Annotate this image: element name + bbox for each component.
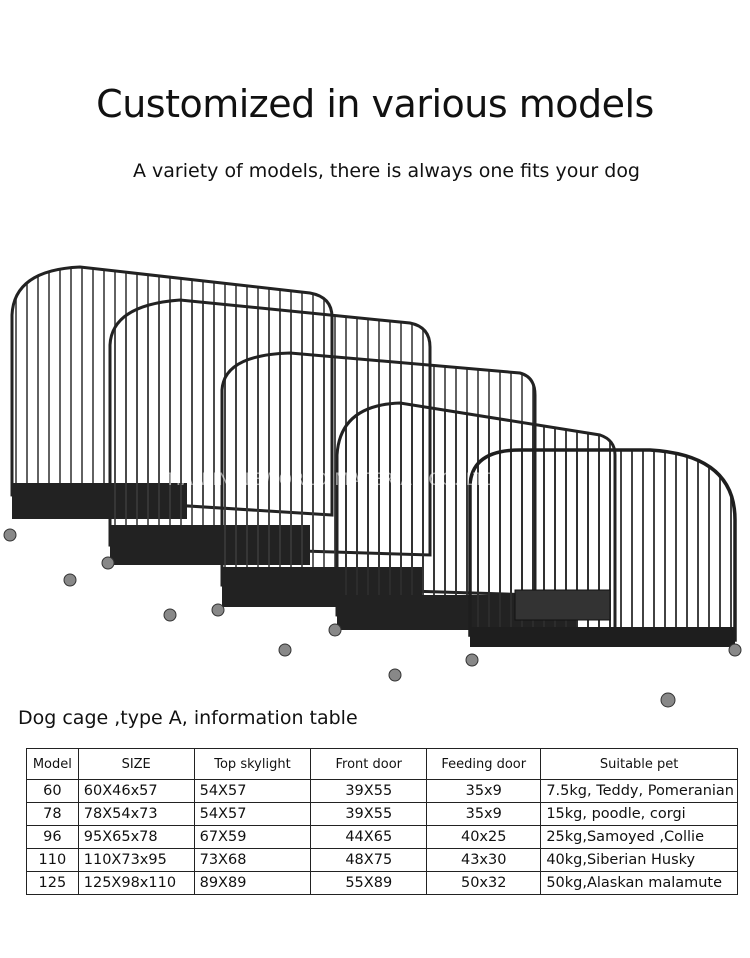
cell-front-door: 44X65 [311, 826, 427, 849]
col-header-top-skylight: Top skylight [194, 749, 311, 780]
cell-model: 78 [27, 803, 79, 826]
col-header-feeding-door: Feeding door [427, 749, 541, 780]
info-table [26, 748, 738, 895]
cell-feeding-door: 35x9 [427, 803, 541, 826]
cell-size: 125X98x110 [78, 872, 194, 895]
cell-size: 110X73x95 [78, 849, 194, 872]
page-title: Customized in various models [96, 82, 654, 126]
col-header-model: Model [27, 749, 79, 780]
cell-model: 110 [27, 849, 79, 872]
cell-suitable-pet: 15kg, poodle, corgi [541, 803, 738, 826]
watermark-text: TIANJIN NEWORLD MATERIAL CO.,LTD [165, 470, 498, 490]
cell-front-door: 39X55 [311, 803, 427, 826]
cell-size: 60X46x57 [78, 780, 194, 803]
cell-top-skylight: 54X57 [194, 780, 311, 803]
table-row [27, 803, 738, 826]
cell-front-door: 39X55 [311, 780, 427, 803]
col-header-front-door: Front door [311, 749, 427, 780]
page-subtitle: A variety of models, there is always one fits your dog [133, 160, 640, 182]
table-header-row [27, 749, 738, 780]
cell-front-door: 48X75 [311, 849, 427, 872]
cell-feeding-door: 40x25 [427, 826, 541, 849]
cell-top-skylight: 54X57 [194, 803, 311, 826]
cell-suitable-pet: 40kg,Siberian Husky [541, 849, 738, 872]
cell-size: 95X65x78 [78, 826, 194, 849]
cell-model: 125 [27, 872, 79, 895]
cell-size: 78X54x73 [78, 803, 194, 826]
cell-model: 60 [27, 780, 79, 803]
cell-feeding-door: 35x9 [427, 780, 541, 803]
table-title: Dog cage ,type A, information table [18, 707, 358, 729]
col-header-suitable-pet: Suitable pet [541, 749, 738, 780]
cage-60 [466, 450, 741, 707]
cell-top-skylight: 73X68 [194, 849, 311, 872]
table-row [27, 849, 738, 872]
col-header-size: SIZE [78, 749, 194, 780]
table-row [27, 826, 738, 849]
cell-front-door: 55X89 [311, 872, 427, 895]
cell-suitable-pet: 50kg,Alaskan malamute [541, 872, 738, 895]
table-row [27, 780, 738, 803]
table-row [27, 872, 738, 895]
cell-feeding-door: 43x30 [427, 849, 541, 872]
cell-model: 96 [27, 826, 79, 849]
cell-top-skylight: 89X89 [194, 872, 311, 895]
cell-suitable-pet: 25kg,Samoyed ,Collie [541, 826, 738, 849]
cell-suitable-pet: 7.5kg, Teddy, Pomeranian [541, 780, 738, 803]
cell-feeding-door: 50x32 [427, 872, 541, 895]
cell-top-skylight: 67X59 [194, 826, 311, 849]
